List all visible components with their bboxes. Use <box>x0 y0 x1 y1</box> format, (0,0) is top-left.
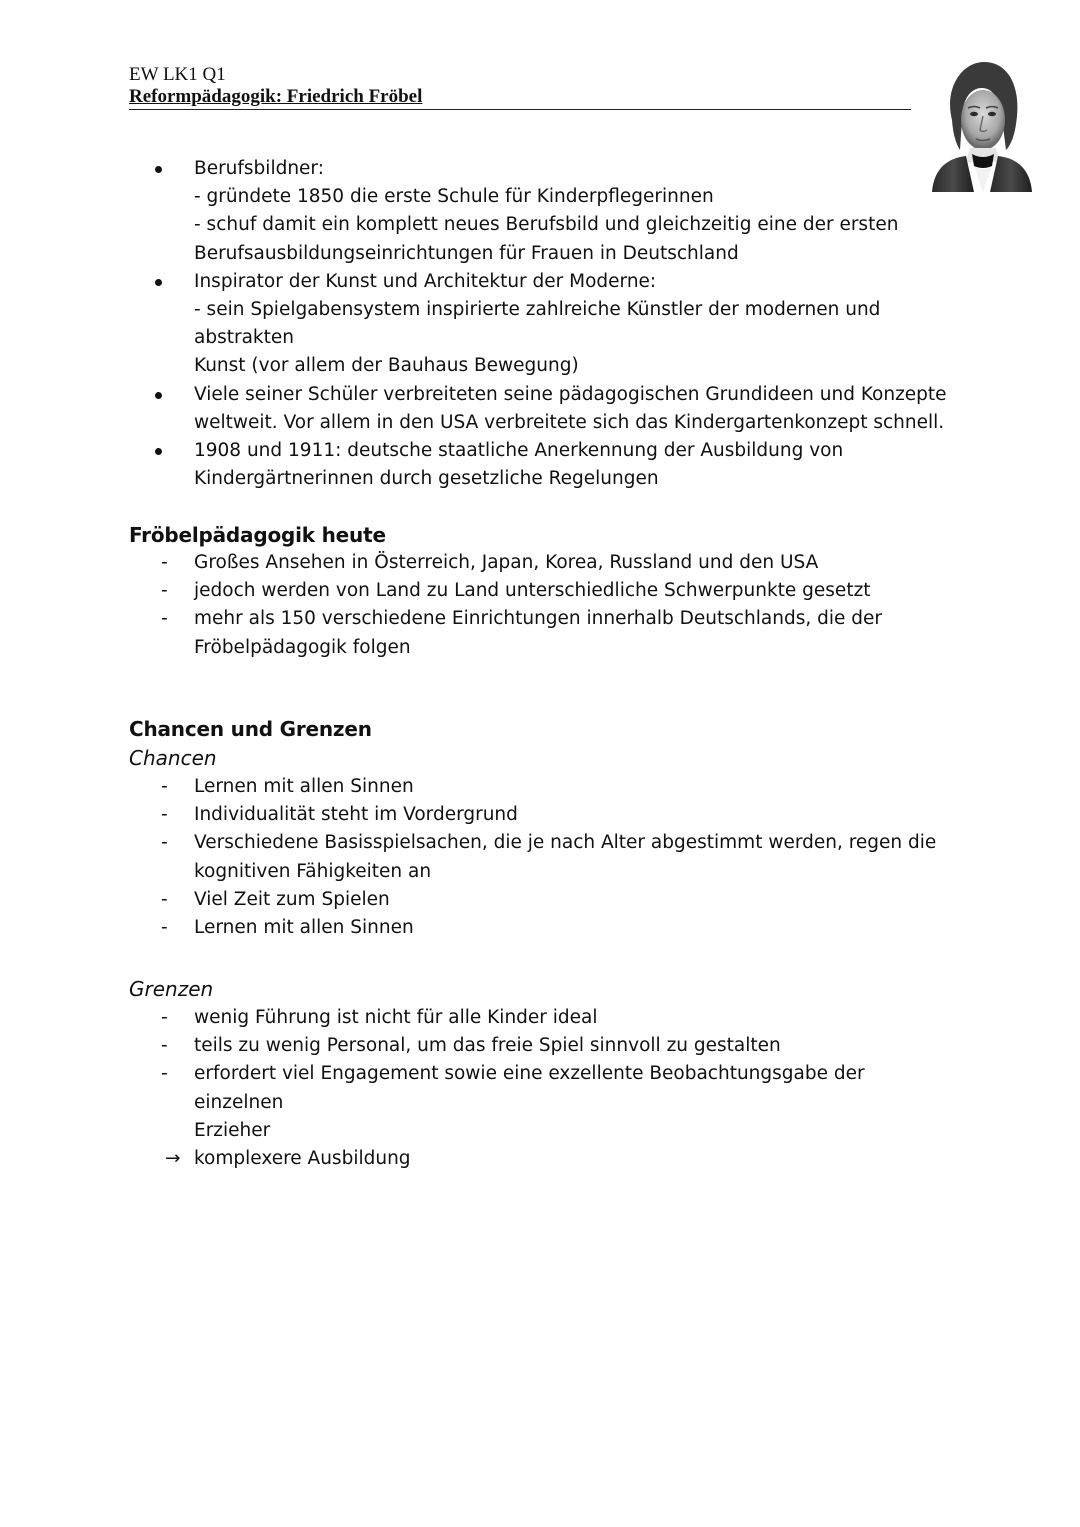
list-item <box>161 829 949 885</box>
list-item <box>161 577 949 605</box>
bullet-item <box>194 381 954 437</box>
list-line: teils zu wenig Personal, um das freie Spiel sinnvoll zu gestalten <box>194 1035 781 1057</box>
list-item <box>161 1032 949 1060</box>
bullet-line: 1908 und 1911: deutsche staatliche Anerkennung der Ausbildung von <box>194 440 844 462</box>
list-line: wenig Führung ist nicht für alle Kinder ideal <box>194 1007 598 1028</box>
section-heading: Chancen und Grenzen <box>129 717 372 741</box>
list-line: erfordert viel Engagement sowie eine exzellente Beobachtungsgabe der einzelnen <box>194 1063 865 1113</box>
list-line: Viel Zeit zum Spielen <box>194 888 390 910</box>
list-line: mehr als 150 verschiedene Einrichtungen innerhalb Deutschlands, die der <box>194 608 882 630</box>
section-limits <box>129 974 949 1173</box>
bullet-line: Berufsausbildungseinrichtungen für Frauen in Deutschland <box>194 242 739 264</box>
bullet-dot <box>155 448 162 455</box>
list-line: Großes Ansehen in Österreich, Japan, Korea, Russland und den USA <box>194 552 819 573</box>
list-line: Lernen mit allen Sinnen <box>194 917 414 939</box>
list-item <box>161 886 949 914</box>
limits-list <box>129 1004 949 1145</box>
chances-list <box>129 773 949 942</box>
dash-mark: - <box>161 1035 168 1057</box>
dash-mark: - <box>161 1063 168 1085</box>
page-title-text: Reformpädagogik: Friedrich Fröbel <box>129 86 423 107</box>
dash-mark: - <box>161 608 168 630</box>
bullet-line: Kunst (vor allem der Bauhaus Bewegung) <box>194 355 579 377</box>
section-heading: Fröbelpädagogik heute <box>129 523 386 547</box>
dash-mark: - <box>161 917 168 939</box>
list-line: Individualität steht im Vordergrund <box>194 804 518 826</box>
section-froebel-today <box>129 521 949 662</box>
dash-list <box>129 549 949 662</box>
bullet-line: - schuf damit ein komplett neues Berufsbild und gleichzeitig eine der ersten <box>194 214 899 236</box>
bullet-line: Inspirator der Kunst und Architektur der Moderne: <box>194 270 657 292</box>
dash-mark: - <box>161 776 168 797</box>
dash-mark: - <box>161 552 168 573</box>
conclusion-line <box>129 1145 949 1173</box>
dash-mark: - <box>161 1007 168 1028</box>
dash-mark: - <box>161 832 168 854</box>
list-item <box>161 549 949 577</box>
list-item <box>161 914 949 942</box>
bullet-item <box>194 437 954 493</box>
list-item <box>161 1060 949 1145</box>
dash-mark: - <box>161 804 168 826</box>
subsection-heading-limits: Grenzen <box>129 977 214 1001</box>
list-line: Lernen mit allen Sinnen <box>194 776 414 797</box>
list-line: jedoch werden von Land zu Land unterschiedliche Schwerpunkte gesetzt <box>194 580 871 602</box>
list-item <box>161 773 949 801</box>
section-chances-limits <box>129 715 949 942</box>
subsection-heading-chances: Chancen <box>129 746 217 770</box>
bullet-item <box>194 155 954 268</box>
page-title <box>129 86 911 110</box>
bullet-line: Viele seiner Schüler verbreiteten seine pädagogischen Grundideen und Konzepte <box>194 383 947 405</box>
bullet-line: - sein Spielgabensystem inspirierte zahlreiche Künstler der modernen und abstrakten <box>194 299 881 349</box>
bullet-line: - gründete 1850 die erste Schule für Kinderpflegerinnen <box>194 186 714 208</box>
list-item <box>161 605 949 661</box>
bullet-dot <box>155 279 162 286</box>
list-line: kognitiven Fähigkeiten an <box>194 860 432 882</box>
conclusion-text: komplexere Ausbildung <box>194 1148 411 1170</box>
bullet-line: Kindergärtnerinnen durch gesetzliche Regelungen <box>194 468 659 490</box>
bullet-dot <box>155 392 162 399</box>
bullet-line: Berufsbildner: <box>194 158 324 179</box>
right-arrow-icon: → <box>165 1148 181 1170</box>
course-label: EW LK1 Q1 <box>129 64 226 85</box>
list-item <box>161 801 949 829</box>
list-line: Erzieher <box>194 1119 271 1141</box>
bullet-list <box>194 155 954 493</box>
bullet-line: weltweit. Vor allem in den USA verbreitete sich das Kindergartenkonzept schnell. <box>194 411 945 433</box>
bullet-dot <box>155 166 162 173</box>
bullet-item <box>194 268 954 381</box>
document-header <box>129 64 911 110</box>
list-line: Fröbelpädagogik folgen <box>194 636 411 658</box>
dash-mark: - <box>161 888 168 910</box>
list-item <box>161 1004 949 1032</box>
dash-mark: - <box>161 580 168 602</box>
list-line: Verschiedene Basisspielsachen, die je nach Alter abgestimmt werden, regen die <box>194 832 937 854</box>
